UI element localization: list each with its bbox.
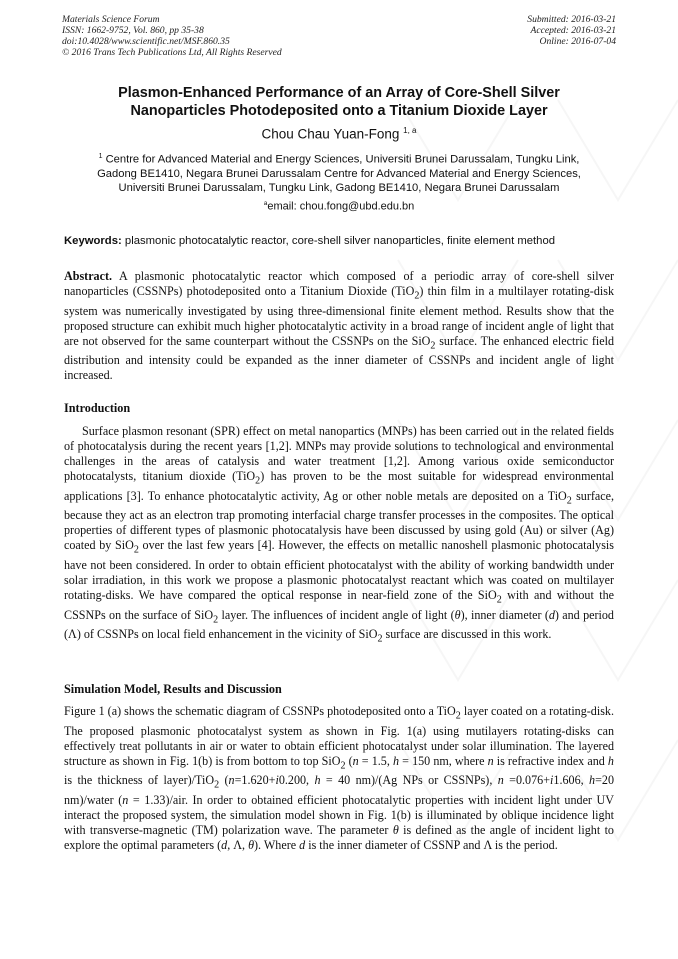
copyright: © 2016 Trans Tech Publications Ltd, All Rights Reserved: [62, 47, 282, 58]
author: [40, 126, 638, 142]
introduction-heading: Introduction: [64, 401, 131, 415]
affil-line-1: Centre for Advanced Material and Energy Sciences, Universiti Brunei Darussalam, Tungku Link,: [105, 153, 580, 166]
keywords-text: plasmonic photocatalytic reactor, core-shell silver nanoparticles, finite element method: [124, 235, 556, 247]
accepted-date: Accepted: 2016-03-21: [530, 25, 616, 36]
issn-volume: ISSN: 1662-9752, Vol. 860, pp 35-38: [62, 25, 204, 36]
submission-dates: [527, 14, 616, 47]
affil-line-2: Gadong BE1410, Negara Brunei Darussalam Centre for Advanced Material and Energy Sciences,: [97, 167, 581, 180]
simulation-heading: Simulation Model, Results and Discussion: [64, 682, 282, 696]
submitted-date: Submitted: 2016-03-21: [527, 14, 616, 25]
online-date: Online: 2016-07-04: [539, 36, 616, 47]
email-marker: a: [263, 200, 268, 207]
title-line-2: Nanoparticles Photodeposited onto a Titanium Dioxide Layer: [130, 103, 548, 119]
journal-name: Materials Science Forum: [62, 14, 160, 25]
affil-line-3: Universiti Brunei Darussalam, Tungku Link, Gadong BE1410, Negara Brunei Darussalam: [118, 181, 560, 194]
keywords: [64, 235, 618, 247]
abstract-label: Abstract.: [64, 269, 113, 283]
email-text: email: chou.fong@ubd.edu.bn: [267, 200, 415, 213]
journal-info: [62, 14, 282, 58]
author-email: [62, 200, 616, 213]
keywords-label: Keywords:: [64, 235, 122, 247]
title-line-1: Plasmon-Enhanced Performance of an Array of Core-Shell Silver: [118, 85, 560, 101]
doi: doi:10.4028/www.scientific.net/MSF.860.35: [62, 36, 230, 47]
author-affil-marker: 1, a: [403, 126, 417, 135]
author-name: Chou Chau Yuan-Fong: [261, 126, 400, 142]
paper-title: [40, 84, 638, 120]
simulation-text: Figure 1 (a) shows the schematic diagram of CSSNPs photodeposited onto a TiO$_2$ layer coated on a rotating-disk. The proposed plasmonic photocatalyst system as shown in Fig. 1(a) using mutilayers rotating-disks can effectively treat pollutants in air or water to obtain efficient photocatalyst under solar illumination. The layered structure as shown in Fig. 1(b) is from bottom to top SiO$_2$ (n = 1.5, h = 150 nm, where n is refractive index and h is the thickness of layer)/TiO$_2$ (n=1.620+i0.200, h = 40 nm)/(Ag NPs or CSSNPs), n =0.076+i1.606, h=20 nm)/water (n = 1.33)/air. In order to obtained efficient photocatalytic properties with incident light under UV interact the proposed system, the simulation model shown in Fig. 1(b) is illuminated by oblique incidence light with transverse-magnetic (TM) polarization wave. The parameter θ is defined as the angle of incident light to explore the optimal parameters (d, Λ, θ). Where d is the inner diameter of CSSNP and Λ is the period.: [64, 704, 614, 852]
abstract: Abstract. A plasmonic photocatalytic reactor which composed of a periodic array of core-shell silver nanoparticles (CSSNPs) photodeposited onto a Titanium Dioxide (TiO$_2$) thin film in a multilayer rotating-disk system was numerically investigated by using three-dimensional finite element method. Results show that the proposed structure can exhibit much higher photocatalytic activity in a broad range of incident angle of light that are not observed for the same counterpart without the CSSNPs on the SiO$_2$ surface. The enhanced electric field distribution and intensity could be expanded as the inner diameter of CSSNPs and incident angle of light increased.: [64, 269, 614, 383]
affil-marker: 1: [98, 153, 103, 160]
introduction-text: Surface plasmon resonant (SPR) effect on metal nanopartics (MNPs) has been carried out in the related fields of photocatalysis during the recent years [1,2]. MNPs may provide solutions to technological and environmental challenges in the areas of catalysis and water treatment [1,2]. Among various oxide semiconductor photocatalysts, titanium dioxide (TiO$_2$) has proven to be the most suitable for widespread environmental applications [3]. To enhance photocatalytic activity, Ag or other noble metals are deposited on a TiO$_2$ surface, because they act as an electron trap promoting interfacial charge transfer processes in the composites. The optical properties of different types of plasmonic photocatalysis have been discussed by using gold (Au) or silver (Ag) coated by SiO$_2$ over the last few years [4]. However, the effects on metallic nanoshell plasmonic photocatalysis have not been considered. In order to obtain efficient photocatalyst with the ability of working bandwidth under solar irradiation, in this work we propose a plasmonic photocatalyst reactant which was coated on multilayer rotating-disks. We have compared the optical response in near-field zone of the SiO$_2$ with and without the CSSNPs on the surface of SiO$_2$ layer. The influences of incident angle of light (θ), inner diameter (d) and period (Λ) of CSSNPs on local field enhancement in the vicinity of SiO$_2$ surface are discussed in this work.: [64, 424, 615, 645]
affiliation: [62, 150, 616, 195]
